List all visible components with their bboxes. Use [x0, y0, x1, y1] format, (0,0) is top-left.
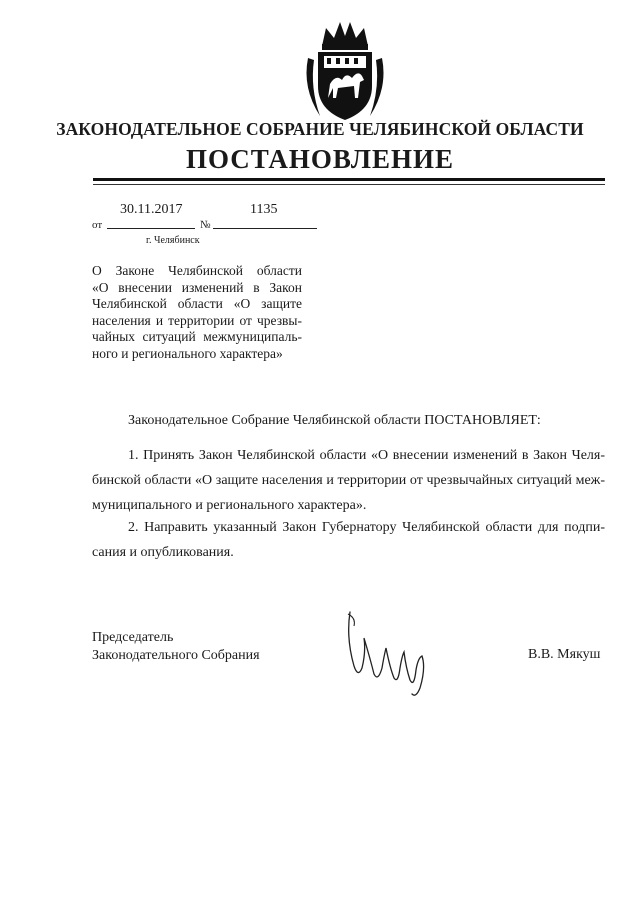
number-prefix: №	[200, 219, 211, 231]
paragraph-line: бинской области «О защите населения и территории от чрезвычайных ситуаций меж-	[92, 473, 605, 488]
paragraph-line: муниципального и регионального характера».	[92, 498, 367, 513]
subject-line: ного и регионального характера»	[92, 345, 283, 361]
signatory-title-line: Председатель	[92, 630, 174, 645]
paragraph-line: сания и опубликования.	[92, 545, 234, 560]
date-underline	[107, 228, 195, 229]
signatory-name: В.В. Мякуш	[528, 647, 601, 662]
document-type-title: ПОСТАНОВЛЕНИЕ	[185, 144, 455, 174]
document-subject	[92, 263, 302, 362]
preamble: Законодательное Собрание Челябинской области ПОСТАНОВЛЯЕТ:	[128, 413, 541, 428]
chelyabinsk-coat-of-arms-icon	[300, 18, 390, 126]
subject-line: О Законе Челябинской области	[92, 263, 302, 278]
document-city: г. Челябинск	[146, 235, 200, 246]
paragraph-line: 2. Направить указанный Закон Губернатору Челябинской области для подпи-	[128, 520, 605, 535]
paragraph-line: 1. Принять Закон Челябинской области «О внесении изменений в Закон Челя-	[128, 448, 605, 463]
subject-line: чайных ситуаций межмуниципаль-	[92, 329, 302, 344]
document-number: 1135	[250, 202, 278, 217]
signatory-title	[92, 629, 260, 665]
date-prefix: от	[92, 219, 103, 231]
resolution-item-2	[92, 515, 605, 565]
subject-line: Челябинской области «О защите	[92, 296, 302, 311]
number-underline	[213, 228, 317, 229]
organization-heading: ЗАКОНОДАТЕЛЬНОЕ СОБРАНИЕ ЧЕЛЯБИНСКОЙ ОБЛАСТИ	[56, 119, 584, 139]
signatory-title-line: Законодательного Собрания	[92, 648, 260, 663]
resolution-item-1	[92, 443, 605, 518]
header-divider-thin	[93, 184, 605, 185]
subject-line: населения и территории от чрезвы-	[92, 312, 302, 328]
header-divider	[93, 178, 605, 181]
subject-line: «О внесении изменений в Закон	[92, 279, 302, 295]
handwritten-signature	[340, 608, 435, 700]
document-date: 30.11.2017	[120, 202, 183, 217]
